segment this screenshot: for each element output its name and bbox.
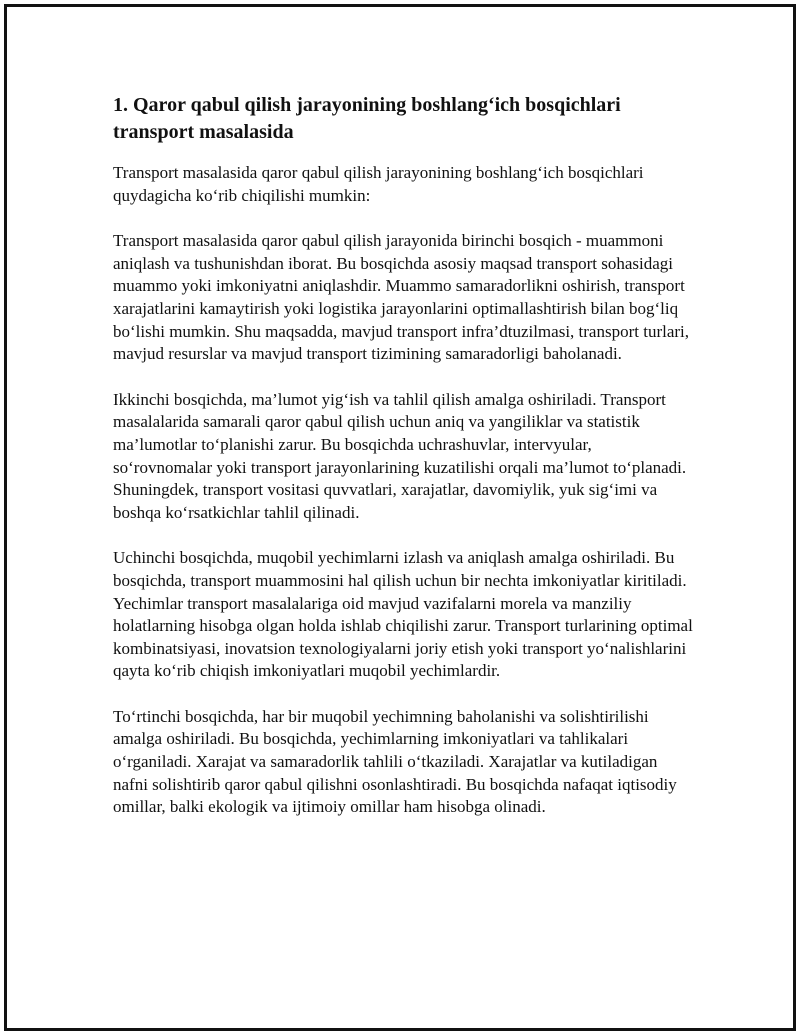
paragraph-first-stage: Transport masalasida qaror qabul qilish jarayonida birinchi bosqich - muammoni aniqlash va tushunishdan iborat. Bu bosqichda asosiy maqsad transport sohasidagi muammo yoki imkoniyatni aniqlashdir. Muammo samaradorlikni oshirish, transport xarajatlarini kamaytirish yoki logistika jarayonlarini optimallashtirish bilan bog‘liq bo‘lishi mumkin. Shu maqsadda, mavjud transport infra’dtuzilmasi, transport turlari, mavjud resurslar va mavjud transport tizimining samaradorligi baholanadi. xyxy=(113,231,690,364)
paragraph-second-stage: Ikkinchi bosqichda, ma’lumot yig‘ish va tahlil qilish amalga oshiriladi. Transport masalalarida samarali qaror qabul qilish uchun aniq va yangiliklar va statistik ma’lumotlar to‘planishi zarur. Bu bosqichda uchrashuvlar, intervyular, so‘rovnomalar yoki transport jarayonlarining kuzatilishi orqali ma’lumot to‘planadi. Shuningdek, transport vositasi quvvatlari, xarajatlar, davomiylik, yuk sig‘imi va boshqa ko‘rsatkichlar tahlil qilinadi. xyxy=(113,389,687,522)
section-heading: 1. Qaror qabul qilish jarayonining boshlang‘ich bosqichlari transport masalasida xyxy=(113,94,621,143)
paragraph-third-stage: Uchinchi bosqichda, muqobil yechimlarni izlash va aniqlash amalga oshiriladi. Bu bosqichda, transport muammosini hal qilish uchun bir nechta imkoniyatlar kiritiladi. Yechimlar transport masalalariga oid mavjud vazifalarni morela va manziliy holatlarning hisobga olgan holda ishlab chiqilishi zarur. Transport turlarining optimal kombinatsiyasi, inovatsion texnologiyalarni joriy etish yoki transport yo‘nalishlarini qayta ko‘rib chiqish imkoniyatlari muqobil yechimlardir. xyxy=(113,548,693,681)
paragraph-fourth-stage: To‘rtinchi bosqichda, har bir muqobil yechimning baholanishi va solishtirilishi amalga oshiriladi. Bu bosqichda, yechimlarning imkoniyatlari va tahlikalari o‘rganiladi. Xarajat va samaradorlik tahlili o‘tkaziladi. Xarajatlar va kutiladigan nafni solishtirib qaror qabul qilishni osonlashtiradi. Bu bosqichda nafaqat iqtisodiy omillar, balki ekologik va ijtimoiy omillar ham hisobga olinadi. xyxy=(113,706,677,817)
paragraph-intro: Transport masalasida qaror qabul qilish jarayonining boshlang‘ich bosqichlari quydagicha ko‘rib chiqilishi mumkin: xyxy=(113,163,644,205)
document-body xyxy=(113,92,693,842)
